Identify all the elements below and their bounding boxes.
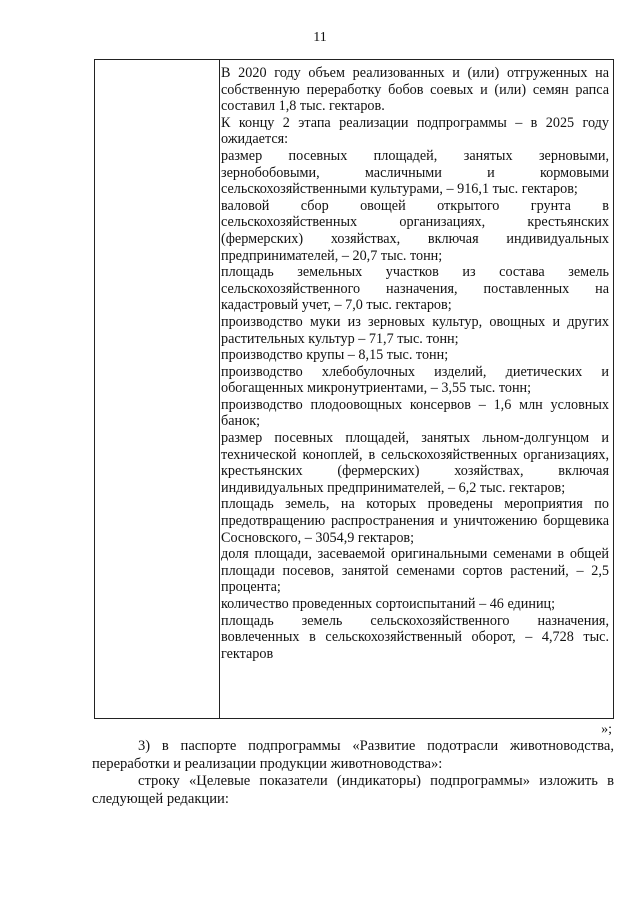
column-divider <box>219 60 220 718</box>
cell-paragraph: производство хлебобулочных изделий, диетических и обогащенных микронутриентами, – 3,55 тыс. тонн; <box>221 363 609 397</box>
amendment-paragraph: строку «Целевые показатели (индикаторы) подпрограммы» изложить в следующей редакции: <box>92 773 614 807</box>
cell-paragraph: размер посевных площадей, занятых зерновыми, зернобобовыми, масличными и кормовыми сельскохозяйственными культурами, – 916,1 тыс. гектаров; <box>221 147 609 198</box>
cell-paragraph: В 2020 году объем реализованных и (или) отгруженных на собственную переработку бобов соевых и (или) семян рапса составил 1,8 тыс. гектаров. <box>221 65 609 115</box>
cell-paragraph: размер посевных площадей, занятых льном-долгунцом и технической коноплей, в сельскохозяйственных организациях, крестьянских (фермерских) хозяйствах, включая индивидуальных предпринимателей, – 6,2 тыс. гектаров; <box>221 430 609 496</box>
cell-paragraph: К концу 2 этапа реализации подпрограммы – в 2025 году ожидается: <box>221 114 609 148</box>
table-right-cell <box>221 65 609 662</box>
closing-quote: »; <box>601 722 612 737</box>
cell-paragraph: количество проведенных сортоиспытаний – 46 единиц; <box>221 596 556 612</box>
indicators-table <box>94 59 614 719</box>
cell-paragraph: производство муки из зерновых культур, овощных и других растительных культур – 71,7 тыс. тонн; <box>221 313 609 347</box>
amendment-paragraph: 3) в паспорте подпрограммы «Развитие подотрасли животноводства, переработки и реализации продукции животноводства»: <box>92 738 614 772</box>
cell-paragraph: площадь земель, на которых проведены мероприятия по предотвращению распространения и уничтожению борщевика Сосновского, – 3054,9 гектаров; <box>221 496 609 546</box>
page-number: 11 <box>313 30 327 45</box>
body-text <box>92 738 614 808</box>
cell-paragraph: производство крупы – 8,15 тыс. тонн; <box>221 347 449 364</box>
cell-paragraph: площадь земельных участков из состава земель сельскохозяйственного назначения, поставленных на кадастровый учет, – 7,0 тыс. гектаров; <box>221 264 609 314</box>
cell-paragraph: валовой сбор овощей открытого грунта в сельскохозяйственных организациях, крестьянских (фермерских) хозяйствах, включая индивидуальных предпринимателей, – 20,7 тыс. тонн; <box>221 197 609 264</box>
cell-paragraph: площадь земель сельскохозяйственного назначения, вовлеченных в сельскохозяйственный оборот, – 4,728 тыс. гектаров <box>221 612 609 662</box>
cell-paragraph: производство плодоовощных консервов – 1,6 млн условных банок; <box>221 396 609 430</box>
cell-paragraph: доля площади, засеваемой оригинальными семенами в общей площади посевов, занятой семенами сортов растений, – 2,5 процента; <box>221 546 609 596</box>
